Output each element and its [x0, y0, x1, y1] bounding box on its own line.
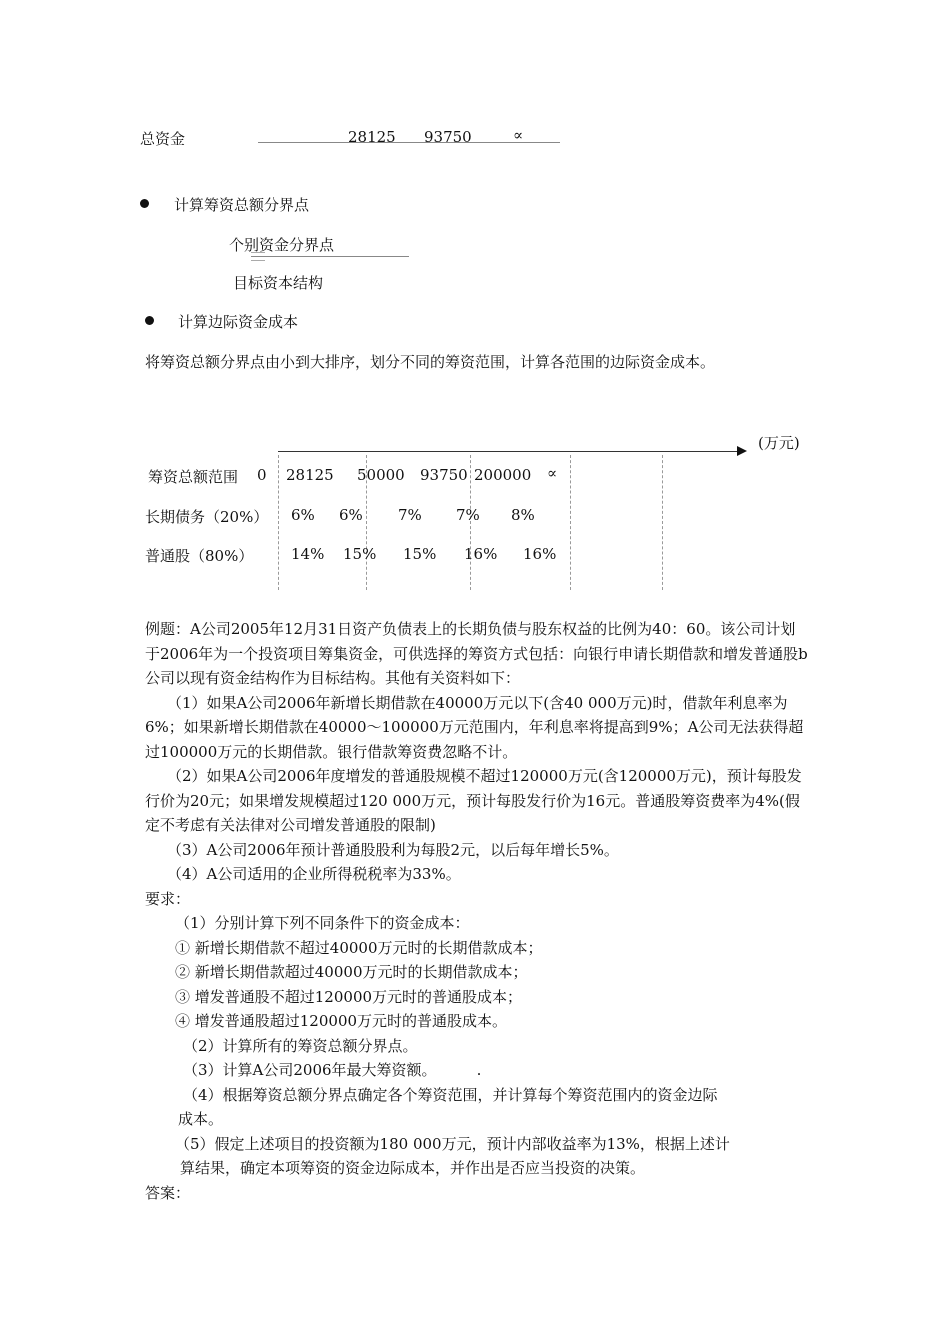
- requirement-subitem: ② 新增长期借款超过40000万元时的长期借款成本；: [175, 963, 528, 981]
- equity-cost-cell: 15%: [403, 545, 437, 563]
- requirement-subitem: ④ 增发普通股超过120000万元时的普通股成本。: [175, 1012, 508, 1030]
- debt-cost-cell: 8%: [511, 506, 535, 524]
- example-paragraph: （2）如果A公司2006年度增发的普通股规模不超过120000万元(含120000万元)，预计每股发行价为20元；如果增发规模超过120 000万元，预计每股发行价为16元。普通股筹资费率为4%(假定不考虑有关法律对公司增发普通股的限制): [145, 767, 802, 834]
- example-paragraph: （3）A公司2006年预计普通股股利为每股2元，以后每年增长5%。: [167, 840, 619, 859]
- stray-dot: .: [476, 1061, 482, 1079]
- requirement-item-continued: 成本。: [178, 1110, 224, 1128]
- requirement-subitem: ① 新增长期借款不超过40000万元时的长期借款成本；: [175, 938, 543, 957]
- row-label-long-term-debt: 长期债务（20%）: [145, 508, 269, 526]
- equals-sign-top: [251, 252, 265, 253]
- example-block: [145, 617, 810, 1205]
- requirement-item: （3）计算A公司2006年最大筹资额。: [183, 1061, 437, 1079]
- range-cell: 28125: [286, 466, 334, 484]
- row-label-financing-range: 筹资总额范围: [148, 468, 239, 486]
- example-paragraph: （1）如果A公司2006年新增长期借款在40000万元以下(含40 000万元)时，借款年利息率为6%；如果新增长期借款在40000～100000万元范围内，年利息率将提高到9%；A公司无法获得超过100000万元的长期借款。银行借款筹资费忽略不计。: [145, 693, 804, 761]
- fraction-denominator: 目标资本结构: [233, 274, 324, 292]
- requirements-label: 要求：: [145, 889, 191, 908]
- debt-cost-cell: 6%: [339, 506, 363, 524]
- debt-cost-cell: 7%: [398, 506, 422, 524]
- requirement-subitem: ③ 增发普通股不超过120000万元时的普通股成本；: [175, 987, 523, 1006]
- requirement-item: （2）计算所有的筹资总额分界点。: [183, 1036, 418, 1055]
- requirement-item: （4）根据筹资总额分界点确定各个筹资范围，并计算每个筹资范围内的资金边际: [183, 1085, 718, 1104]
- bullet-dot: [140, 199, 149, 208]
- total-capital-infinity: ∝: [513, 126, 524, 144]
- range-divider: [570, 455, 571, 590]
- bullet-heading-marginal-cost: 计算边际资金成本: [178, 313, 299, 331]
- debt-cost-cell: 6%: [291, 506, 315, 524]
- example-paragraph: 例题：A公司2005年12月31日资产负债表上的长期负债与股东权益的比例为40：60。该公司计划于2006年为一个投资项目筹集资金，可供选择的筹资方式包括：向银行申请长期借款和增发普通股b公司以现有资金结构作为目标结构。其他有关资料如下：: [145, 620, 808, 687]
- unit-label: (万元): [758, 434, 800, 452]
- answer-label: 答案：: [145, 1183, 191, 1202]
- range-divider: [278, 455, 279, 590]
- intro-text: 将筹资总额分界点由小到大排序，划分不同的筹资范围，计算各范围的边际资金成本。: [145, 353, 716, 371]
- range-cell: 200000: [474, 466, 532, 484]
- equity-cost-cell: 16%: [523, 545, 557, 563]
- row-label-common-stock: 普通股（80%）: [145, 547, 254, 565]
- bullet-dot: [145, 316, 154, 325]
- range-cell: 93750: [420, 466, 468, 484]
- total-capital-value-2: 93750: [424, 128, 472, 146]
- equity-cost-cell: 14%: [291, 545, 325, 563]
- range-cell: 50000: [357, 466, 405, 484]
- range-axis-arrowhead: [737, 446, 747, 456]
- total-capital-value-1: 28125: [348, 128, 396, 146]
- fraction-numerator: 个别资金分界点: [229, 236, 335, 254]
- total-capital-label: 总资金: [140, 130, 186, 148]
- bullet-heading-breakpoint: 计算筹资总额分界点: [174, 196, 310, 214]
- requirement-item: （1）分别计算下列不同条件下的资金成本：: [175, 914, 470, 932]
- equity-cost-cell: 16%: [464, 545, 498, 563]
- debt-cost-cell: 7%: [456, 506, 480, 524]
- range-cell: 0: [257, 466, 267, 484]
- requirement-item-3: [145, 1058, 810, 1083]
- example-paragraph: （4）A公司适用的企业所得税税率为33%。: [167, 865, 461, 883]
- range-divider: [662, 455, 663, 590]
- range-axis-line: [278, 451, 738, 452]
- requirement-item-continued: 算结果，确定本项筹资的资金边际成本，并作出是否应当投资的决策。: [180, 1159, 646, 1177]
- equity-cost-cell: 15%: [343, 545, 377, 563]
- range-cell: ∝: [547, 464, 558, 482]
- requirement-item: （5）假定上述项目的投资额为180 000万元，预计内部收益率为13%，根据上述计: [175, 1134, 730, 1153]
- equals-sign-bottom: [251, 260, 265, 261]
- fraction-bar: [251, 256, 409, 257]
